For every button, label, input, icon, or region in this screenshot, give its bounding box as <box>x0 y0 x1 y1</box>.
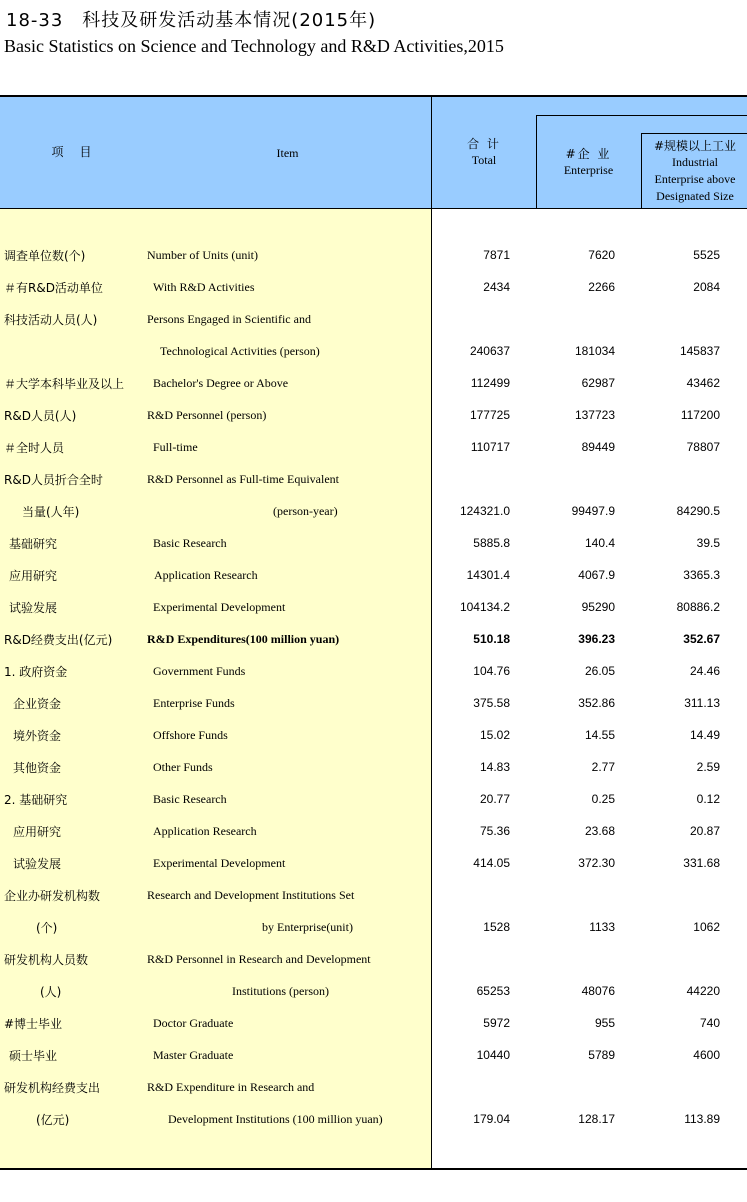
cell-enterprise: 95290 <box>581 600 615 614</box>
row-label-en: R&D Expenditure in Research and <box>147 1080 315 1094</box>
cell-industrial: 2084 <box>693 280 720 294</box>
row-label-en: Government Funds <box>153 664 246 678</box>
cell-total: 124321.0 <box>459 504 510 518</box>
row-label-cn: 当量(人年) <box>22 505 80 519</box>
row-label-en: Experimental Development <box>153 600 286 614</box>
row-label-cn: R&D人员(人) <box>4 409 77 423</box>
table-row <box>0 433 747 465</box>
row-label-en: R&D Personnel as Full-time Equivalent <box>147 472 339 486</box>
row-label-cn: 试验发展 <box>9 601 58 615</box>
row-label-cn: ＃全时人员 <box>4 441 65 455</box>
row-label-en: Master Graduate <box>153 1048 234 1062</box>
row-label-cn: ＃有R&D活动单位 <box>4 281 103 295</box>
cell-enterprise: 396.23 <box>578 632 615 646</box>
table-row <box>0 689 747 721</box>
cell-total: 15.02 <box>479 728 510 742</box>
cell-enterprise: 955 <box>594 1016 615 1030</box>
table-row <box>0 465 747 497</box>
table-row <box>0 593 747 625</box>
table-row <box>0 529 747 561</box>
cell-total: 110717 <box>470 440 510 454</box>
cell-enterprise: 62987 <box>581 376 615 390</box>
table-row <box>0 785 747 817</box>
header-divider <box>536 115 747 116</box>
cell-industrial: 39.5 <box>696 536 720 550</box>
table-row <box>0 337 747 369</box>
cell-total: 75.36 <box>479 824 510 838</box>
cell-industrial: 78807 <box>686 440 720 454</box>
cell-industrial: 2.59 <box>696 760 720 774</box>
row-label-cn: 境外资金 <box>13 729 62 743</box>
table-row <box>0 1041 747 1073</box>
cell-enterprise: 48076 <box>581 984 615 998</box>
row-label-cn: 调查单位数(个) <box>4 249 86 263</box>
header-enterprise-en: Enterprise <box>563 163 614 177</box>
table-row <box>0 273 747 305</box>
table-row <box>0 913 747 945</box>
row-label-en: Persons Engaged in Scientific and <box>147 312 311 326</box>
cell-industrial: 43462 <box>686 376 720 390</box>
row-label-cn: 研发机构人员数 <box>4 953 89 967</box>
cell-total: 414.05 <box>473 856 510 870</box>
header-enterprise <box>538 145 639 179</box>
cell-total: 112499 <box>470 376 510 390</box>
cell-enterprise: 372.30 <box>578 856 615 870</box>
table-row <box>0 977 747 1009</box>
cell-industrial: 24.46 <box>689 664 720 678</box>
cell-industrial: 352.67 <box>683 632 720 646</box>
row-label-en: Offshore Funds <box>153 728 228 742</box>
header-industrial <box>643 137 747 205</box>
header-divider <box>536 115 537 208</box>
table-row <box>0 625 747 657</box>
row-label-en: Number of Units (unit) <box>147 248 258 262</box>
cell-total: 14.83 <box>479 760 510 774</box>
cell-total: 179.04 <box>473 1112 510 1126</box>
row-label-cn: (个) <box>36 921 58 935</box>
row-label-cn: 其他资金 <box>13 761 62 775</box>
cell-enterprise: 1133 <box>589 920 615 934</box>
cell-total: 177725 <box>469 408 510 422</box>
header-total-en: Total <box>471 153 497 167</box>
header-industrial-en-line1: Industrial <box>672 155 718 169</box>
header-item-cn: 项 目 <box>51 145 94 159</box>
cell-enterprise: 2266 <box>588 280 615 294</box>
header-industrial-en-line3: Designated Size <box>656 189 734 203</box>
header-total-cn: 合 计 <box>467 137 501 151</box>
table-row <box>0 881 747 913</box>
cell-industrial: 117200 <box>680 408 720 422</box>
row-label-cn: 硕士毕业 <box>9 1049 58 1063</box>
header-item-en: Item <box>276 146 299 160</box>
cell-total: 2434 <box>483 280 510 294</box>
cell-total: 104.76 <box>473 664 510 678</box>
row-label-en: Basic Research <box>153 792 227 806</box>
row-label-en: Enterprise Funds <box>153 696 235 710</box>
table-title-cn: 18-33 科技及研发活动基本情况(2015年) <box>6 10 377 31</box>
cell-total: 5972 <box>483 1016 510 1030</box>
row-label-en: Application Research <box>153 824 257 838</box>
row-label-en: R&D Expenditures(100 million yuan) <box>147 632 340 646</box>
table-row <box>0 1105 747 1137</box>
cell-industrial: 311.13 <box>684 696 720 710</box>
row-label-cn: 应用研究 <box>9 569 58 583</box>
table-row <box>0 817 747 849</box>
cell-enterprise: 99497.9 <box>571 504 615 518</box>
header-total <box>434 135 534 169</box>
cell-industrial: 4600 <box>693 1048 720 1062</box>
cell-industrial: 1062 <box>693 920 720 934</box>
table-row <box>0 241 747 273</box>
table-bottom-border <box>0 1168 747 1170</box>
row-label-en: (person-year) <box>273 504 338 518</box>
cell-total: 104134.2 <box>459 600 510 614</box>
row-label-cn: 应用研究 <box>13 825 62 839</box>
cell-total: 20.77 <box>479 792 510 806</box>
table-row <box>0 369 747 401</box>
row-label-cn: #博士毕业 <box>4 1017 63 1031</box>
cell-enterprise: 7620 <box>588 248 615 262</box>
cell-enterprise: 23.68 <box>584 824 615 838</box>
cell-industrial: 0.12 <box>696 792 720 806</box>
cell-enterprise: 352.86 <box>578 696 615 710</box>
table-row <box>0 1009 747 1041</box>
header-divider <box>641 133 642 208</box>
table-row <box>0 721 747 753</box>
row-label-en: Doctor Graduate <box>153 1016 234 1030</box>
row-label-en: Institutions (person) <box>232 984 329 998</box>
row-label-cn: 科技活动人员(人) <box>4 313 98 327</box>
row-label-cn: 企业资金 <box>13 697 62 711</box>
table-row <box>0 657 747 689</box>
cell-industrial: 331.68 <box>683 856 720 870</box>
row-label-cn: (人) <box>40 985 62 999</box>
row-label-cn: 企业办研发机构数 <box>4 889 101 903</box>
cell-enterprise: 181034 <box>574 344 615 358</box>
cell-industrial: 20.87 <box>689 824 720 838</box>
row-label-cn: 研发机构经费支出 <box>4 1081 101 1095</box>
row-label-en: Research and Development Institutions Set <box>147 888 355 902</box>
row-label-en: Bachelor's Degree or Above <box>153 376 289 390</box>
row-label-cn: 2. 基础研究 <box>4 793 68 807</box>
cell-total: 65253 <box>476 984 510 998</box>
header-divider <box>641 133 747 134</box>
cell-industrial: 84290.5 <box>676 504 720 518</box>
row-label-en: Experimental Development <box>153 856 286 870</box>
cell-industrial: 145837 <box>679 344 720 358</box>
row-label-en: Development Institutions (100 million yuan) <box>168 1112 383 1126</box>
header-enterprise-cn: #企 业 <box>565 147 612 161</box>
cell-total: 510.18 <box>473 632 510 646</box>
cell-enterprise: 2.77 <box>591 760 615 774</box>
statistics-table <box>0 95 747 1170</box>
header-industrial-en-line2: Enterprise above <box>654 172 736 186</box>
cell-total: 7871 <box>483 248 510 262</box>
cell-total: 240637 <box>469 344 510 358</box>
cell-industrial: 44220 <box>686 984 720 998</box>
table-row <box>0 561 747 593</box>
row-label-en: Other Funds <box>153 760 213 774</box>
table-row <box>0 305 747 337</box>
row-label-en: Full-time <box>153 440 198 454</box>
cell-total: 375.58 <box>473 696 510 710</box>
cell-enterprise: 140.4 <box>584 536 615 550</box>
row-label-en: With R&D Activities <box>153 280 255 294</box>
row-label-en: R&D Personnel in Research and Development <box>147 952 371 966</box>
cell-total: 1528 <box>483 920 510 934</box>
cell-enterprise: 4067.9 <box>578 568 615 582</box>
cell-enterprise: 14.55 <box>584 728 615 742</box>
cell-total: 10440 <box>476 1048 510 1062</box>
row-label-cn: 试验发展 <box>13 857 62 871</box>
row-label-en: Application Research <box>154 568 258 582</box>
table-row <box>0 753 747 785</box>
cell-enterprise: 5789 <box>588 1048 615 1062</box>
cell-enterprise: 26.05 <box>584 664 615 678</box>
cell-total: 14301.4 <box>466 568 510 582</box>
table-row <box>0 401 747 433</box>
cell-enterprise: 0.25 <box>591 792 615 806</box>
table-row <box>0 945 747 977</box>
cell-enterprise: 128.17 <box>578 1112 615 1126</box>
cell-total: 5885.8 <box>473 536 510 550</box>
row-label-cn: R&D经费支出(亿元) <box>4 633 113 647</box>
row-label-cn: R&D人员折合全时 <box>4 473 103 487</box>
cell-industrial: 5525 <box>693 248 720 262</box>
cell-enterprise: 137723 <box>574 408 615 422</box>
row-label-cn: 1. 政府资金 <box>4 665 68 679</box>
row-label-cn: (亿元) <box>36 1113 70 1127</box>
row-label-en: R&D Personnel (person) <box>147 408 267 422</box>
cell-enterprise: 89449 <box>581 440 615 454</box>
table-row <box>0 849 747 881</box>
cell-industrial: 3365.3 <box>683 568 720 582</box>
table-title-en: Basic Statistics on Science and Technology and R&D Activities,2015 <box>4 36 504 56</box>
cell-industrial: 14.49 <box>689 728 720 742</box>
table-row <box>0 497 747 529</box>
cell-industrial: 113.89 <box>684 1112 720 1126</box>
row-label-en: Basic Research <box>153 536 227 550</box>
row-label-cn: ＃大学本科毕业及以上 <box>4 377 125 391</box>
row-label-en: Technological Activities (person) <box>160 344 320 358</box>
cell-industrial: 80886.2 <box>676 600 720 614</box>
cell-industrial: 740 <box>699 1016 720 1030</box>
header-industrial-cn: #规模以上工业 <box>653 139 737 153</box>
row-label-cn: 基础研究 <box>9 537 58 551</box>
table-row <box>0 1073 747 1105</box>
row-label-en: by Enterprise(unit) <box>262 920 353 934</box>
